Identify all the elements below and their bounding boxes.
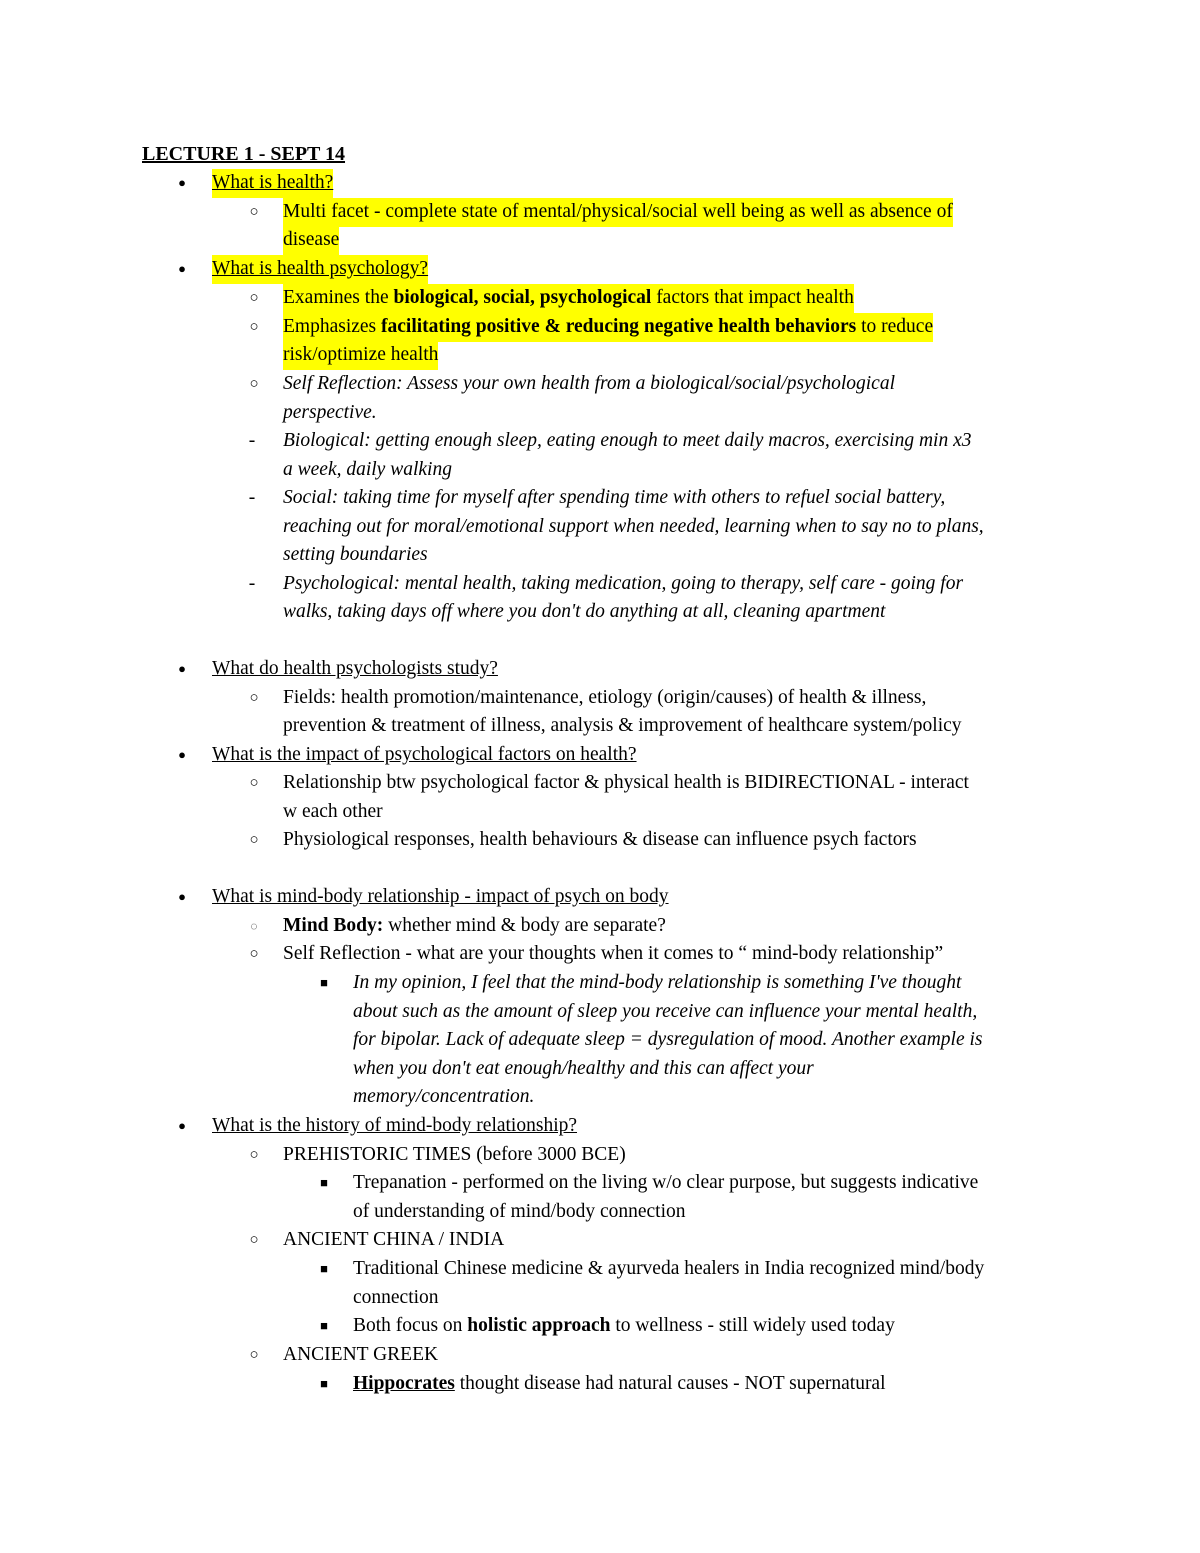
circle-bullet-icon: ○ — [249, 319, 259, 335]
question-health: What is health? — [212, 169, 333, 198]
list-item — [0, 1112, 1200, 1141]
list-item: ■ Trepanation - performed on the living w/o clear purpose, but suggests indicative — [0, 1169, 1200, 1198]
list-item-continuation: risk/optimize health — [0, 341, 1200, 370]
list-item: ○ ANCIENT CHINA / INDIA — [0, 1226, 1200, 1255]
question-study: What do health psychologists study? — [212, 658, 498, 679]
circle-bullet-icon: ○ — [249, 1347, 259, 1363]
list-item — [0, 655, 1200, 684]
list-item: ○ Fields: health promotion/maintenance, etiology (origin/causes) of health & illness, — [0, 684, 1200, 713]
question-health-psychology: What is health psychology? — [212, 255, 428, 284]
list-item: ■ Hippocrates thought disease had natural causes - NOT supernatural — [0, 1370, 1200, 1399]
list-item-continuation: about such as the amount of sleep you receive can influence your mental health, — [353, 1001, 978, 1022]
list-item-continuation: w each other — [283, 801, 383, 822]
list-item — [0, 883, 1200, 912]
list-item — [0, 169, 1200, 198]
lecture-title-line — [0, 140, 1200, 169]
bullet-icon: ● — [178, 1118, 186, 1133]
square-bullet-icon: ■ — [320, 1175, 328, 1190]
list-item: - Psychological: mental health, taking medication, going to therapy, self care - going for — [0, 570, 1200, 599]
list-item-continuation: when you don't eat enough/healthy and this can affect your — [353, 1058, 814, 1079]
list-item: ○ ANCIENT GREEK — [0, 1341, 1200, 1370]
circle-bullet-icon: ○ — [249, 1232, 259, 1248]
circle-bullet-icon: ○ — [249, 775, 259, 791]
list-item: ○ Self Reflection - what are your thoughts when it comes to “ mind-body relationship” — [0, 940, 1200, 969]
list-item-continuation: for bipolar. Lack of adequate sleep = dysregulation of mood. Another example is — [353, 1029, 983, 1050]
bullet-icon: ● — [178, 747, 186, 762]
list-item: ■ Both focus on holistic approach to wellness - still widely used today — [0, 1312, 1200, 1341]
circle-bullet-icon: ○ — [249, 376, 259, 392]
question-mind-body: What is mind-body relationship - impact of psych on body — [212, 886, 669, 907]
circle-bullet-icon: ○ — [249, 832, 259, 848]
circle-bullet-icon: ○ — [249, 204, 259, 220]
bullet-icon: ● — [178, 889, 186, 904]
list-item-continuation: reaching out for moral/emotional support when needed, learning when to say no to plans, — [283, 516, 984, 537]
list-item: ○ Emphasizes facilitating positive & reducing negative health behaviors to reduce — [0, 313, 1200, 342]
question-impact: What is the impact of psychological factors on health? — [212, 744, 637, 765]
list-item: ○ PREHISTORIC TIMES (before 3000 BCE) — [0, 1141, 1200, 1170]
circle-bullet-icon: ○ — [249, 690, 259, 706]
dash-icon: - — [248, 487, 256, 508]
list-item: - Biological: getting enough sleep, eating enough to meet daily macros, exercising min x3 — [0, 427, 1200, 456]
circle-bullet-icon: ○ — [249, 1147, 259, 1163]
square-bullet-icon: ■ — [320, 1318, 328, 1333]
list-item: ○ Examines the biological, social, psychological factors that impact health — [0, 284, 1200, 313]
square-bullet-icon: ■ — [320, 1376, 328, 1391]
question-history: What is the history of mind-body relationship? — [212, 1115, 578, 1136]
list-item-continuation: memory/concentration. — [353, 1086, 535, 1107]
dash-icon: - — [248, 430, 256, 451]
bullet-icon: ● — [178, 261, 186, 276]
list-item: - Social: taking time for myself after spending time with others to refuel social battery, — [0, 484, 1200, 513]
list-item-continuation: walks, taking days off where you don't do anything at all, cleaning apartment — [283, 601, 886, 622]
dash-icon: - — [248, 573, 256, 594]
list-item: ◌ Mind Body: whether mind & body are separate? — [0, 912, 1200, 941]
list-item — [0, 741, 1200, 770]
bullet-icon: ● — [178, 175, 186, 190]
list-item: ■ Traditional Chinese medicine & ayurveda healers in India recognized mind/body — [0, 1255, 1200, 1284]
list-item: ○ Relationship btw psychological factor & physical health is BIDIRECTIONAL - interact — [0, 769, 1200, 798]
list-item-continuation: disease — [0, 226, 1200, 255]
list-item: ○ Physiological responses, health behaviours & disease can influence psych factors — [0, 826, 1200, 855]
dotted-circle-icon: ◌ — [250, 919, 258, 933]
square-bullet-icon: ■ — [320, 1261, 328, 1276]
list-item-continuation: setting boundaries — [283, 544, 428, 565]
circle-bullet-icon: ○ — [249, 290, 259, 306]
list-item: ■ In my opinion, I feel that the mind-body relationship is something I've thought — [0, 969, 1200, 998]
hippocrates-name: Hippocrates — [353, 1373, 455, 1394]
list-item: ○ Multi facet - complete state of mental/physical/social well being as well as absence of — [0, 198, 1200, 227]
circle-bullet-icon: ○ — [249, 946, 259, 962]
list-item-continuation: of understanding of mind/body connection — [353, 1201, 686, 1222]
lecture-title: LECTURE 1 - SEPT 14 — [142, 143, 346, 165]
square-bullet-icon: ■ — [320, 975, 328, 990]
list-item-continuation: perspective. — [283, 402, 377, 423]
bullet-icon: ● — [178, 661, 186, 676]
list-item-continuation: connection — [353, 1287, 439, 1308]
list-item: ○ Self Reflection: Assess your own health from a biological/social/psychological — [0, 370, 1200, 399]
list-item — [0, 255, 1200, 284]
list-item-continuation: a week, daily walking — [283, 459, 452, 480]
list-item-continuation: prevention & treatment of illness, analysis & improvement of healthcare system/policy — [283, 715, 962, 736]
